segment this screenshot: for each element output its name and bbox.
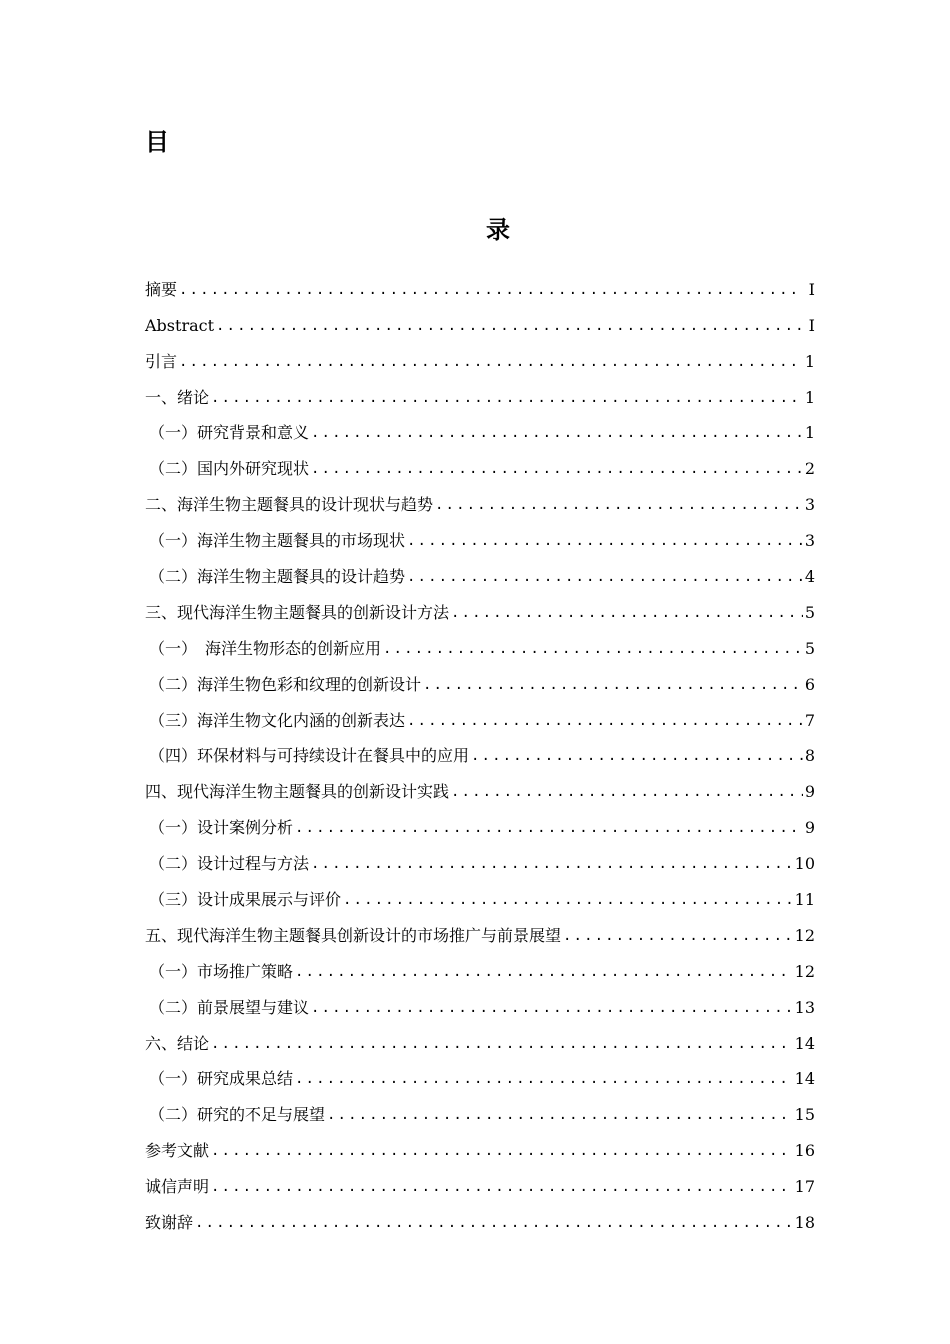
toc-entry-page-number: 8 bbox=[804, 746, 815, 766]
toc-entry-page-number: 13 bbox=[794, 997, 815, 1017]
toc-entry-page-number: 3 bbox=[804, 495, 815, 515]
toc-entry-label: （二）海洋生物色彩和纹理的创新设计 bbox=[149, 674, 422, 694]
toc-title-first-char: 目 bbox=[145, 128, 169, 156]
toc-entry-page-number: 9 bbox=[804, 782, 815, 802]
toc-entry[interactable] bbox=[145, 802, 815, 838]
toc-entry-page-number: 4 bbox=[804, 567, 815, 587]
toc-entry[interactable] bbox=[145, 515, 815, 551]
toc-entry-page-number: 9 bbox=[804, 818, 815, 838]
toc-entry-page-number: 14 bbox=[794, 1069, 815, 1089]
toc-leader-dots bbox=[195, 1213, 793, 1233]
toc-leader-dots bbox=[451, 782, 803, 802]
toc-entry-page-number: 16 bbox=[794, 1141, 815, 1161]
toc-entry-page-number: 1 bbox=[804, 423, 815, 443]
toc-entry[interactable] bbox=[145, 264, 815, 300]
toc-entry[interactable] bbox=[145, 372, 815, 408]
toc-entry-page-number: 6 bbox=[804, 674, 815, 694]
toc-entry-label: 五、现代海洋生物主题餐具创新设计的市场推广与前景展望 bbox=[145, 925, 562, 945]
toc-entry-label: （二）设计过程与方法 bbox=[149, 854, 310, 874]
toc-entry-page-number: 18 bbox=[794, 1213, 815, 1233]
toc-entry[interactable] bbox=[145, 766, 815, 802]
toc-leader-dots bbox=[295, 818, 803, 838]
toc-leader-dots bbox=[311, 854, 793, 874]
toc-entry-label: （二）研究的不足与展望 bbox=[149, 1105, 326, 1125]
toc-entry[interactable] bbox=[145, 408, 815, 444]
toc-leader-dots bbox=[423, 675, 803, 695]
toc-leader-dots bbox=[383, 639, 803, 659]
table-of-contents bbox=[145, 264, 815, 1233]
toc-leader-dots bbox=[211, 1177, 793, 1197]
toc-entry-page-number: 11 bbox=[794, 890, 815, 910]
toc-entry[interactable] bbox=[145, 946, 815, 982]
toc-leader-dots bbox=[311, 998, 793, 1018]
toc-entry[interactable] bbox=[145, 479, 815, 515]
toc-leader-dots bbox=[211, 388, 803, 408]
toc-leader-dots bbox=[471, 746, 803, 766]
toc-entry[interactable] bbox=[145, 587, 815, 623]
toc-entry-page-number: 2 bbox=[804, 459, 815, 479]
toc-entry-page-number: Ⅰ bbox=[808, 315, 815, 335]
toc-entry-label: （三）海洋生物文化内涵的创新表达 bbox=[149, 710, 406, 730]
toc-entry-page-number: 1 bbox=[804, 351, 815, 371]
toc-leader-dots bbox=[179, 280, 803, 300]
toc-entry-label: 引言 bbox=[145, 351, 178, 371]
toc-leader-dots bbox=[435, 495, 803, 515]
toc-entry[interactable] bbox=[145, 1161, 815, 1197]
toc-entry-label: 四、现代海洋生物主题餐具的创新设计实践 bbox=[145, 782, 450, 802]
toc-entry[interactable] bbox=[145, 731, 815, 767]
toc-leader-dots bbox=[327, 1105, 793, 1125]
toc-entry-label: 诚信声明 bbox=[145, 1177, 210, 1197]
toc-entry-page-number: 1 bbox=[804, 387, 815, 407]
toc-leader-dots bbox=[311, 423, 803, 443]
toc-leader-dots bbox=[407, 567, 803, 587]
toc-entry-label: 六、结论 bbox=[145, 1033, 210, 1053]
toc-entry-label: Abstract bbox=[145, 315, 215, 335]
toc-entry[interactable] bbox=[145, 1054, 815, 1090]
toc-entry[interactable] bbox=[145, 1018, 815, 1054]
toc-entry-label: （二）前景展望与建议 bbox=[149, 997, 310, 1017]
toc-entry-label: 摘要 bbox=[145, 279, 178, 299]
toc-entry[interactable] bbox=[145, 551, 815, 587]
toc-entry-label: （一）市场推广策略 bbox=[149, 961, 294, 981]
toc-entry-page-number: 7 bbox=[804, 710, 815, 730]
toc-entry-label: （四）环保材料与可持续设计在餐具中的应用 bbox=[149, 746, 470, 766]
toc-entry-label: （二）海洋生物主题餐具的设计趋势 bbox=[149, 567, 406, 587]
toc-leader-dots bbox=[343, 890, 793, 910]
toc-leader-dots bbox=[216, 316, 803, 336]
toc-entry-label: （一）设计案例分析 bbox=[149, 818, 294, 838]
toc-entry-label: （三）设计成果展示与评价 bbox=[149, 890, 342, 910]
toc-leader-dots bbox=[311, 459, 803, 479]
toc-entry-page-number: 17 bbox=[794, 1177, 815, 1197]
toc-entry[interactable] bbox=[145, 1089, 815, 1125]
toc-entry-label: 致谢辞 bbox=[145, 1213, 194, 1233]
toc-entry-label: 参考文献 bbox=[145, 1141, 210, 1161]
toc-entry-page-number: 5 bbox=[804, 602, 815, 622]
toc-entry-label: 一、绪论 bbox=[145, 387, 210, 407]
toc-leader-dots bbox=[295, 962, 793, 982]
toc-leader-dots bbox=[179, 352, 803, 372]
toc-entry[interactable] bbox=[145, 443, 815, 479]
toc-entry[interactable] bbox=[145, 910, 815, 946]
toc-entry-label: 二、海洋生物主题餐具的设计现状与趋势 bbox=[145, 495, 434, 515]
toc-entry[interactable] bbox=[145, 982, 815, 1018]
toc-entry-page-number: 5 bbox=[804, 638, 815, 658]
toc-entry-page-number: 10 bbox=[794, 854, 815, 874]
toc-entry-page-number: Ⅰ bbox=[808, 279, 815, 299]
toc-leader-dots bbox=[211, 1034, 793, 1054]
toc-leader-dots bbox=[563, 926, 793, 946]
toc-leader-dots bbox=[407, 531, 803, 551]
toc-entry-page-number: 3 bbox=[804, 531, 815, 551]
toc-entry[interactable] bbox=[145, 623, 815, 659]
toc-entry-label: （一）研究背景和意义 bbox=[149, 423, 310, 443]
toc-entry[interactable] bbox=[145, 659, 815, 695]
toc-title-second-char: 录 bbox=[486, 216, 510, 244]
toc-entry-label: （一）研究成果总结 bbox=[149, 1069, 294, 1089]
toc-entry-label: 三、现代海洋生物主题餐具的创新设计方法 bbox=[145, 602, 450, 622]
toc-entry-label: （一）海洋生物主题餐具的市场现状 bbox=[149, 531, 406, 551]
toc-leader-dots bbox=[451, 603, 803, 623]
toc-entry[interactable] bbox=[145, 838, 815, 874]
toc-entry[interactable] bbox=[145, 1125, 815, 1161]
toc-entry[interactable] bbox=[145, 874, 815, 910]
toc-entry[interactable] bbox=[145, 300, 815, 336]
toc-entry-label: （一） 海洋生物形态的创新应用 bbox=[149, 638, 382, 658]
toc-leader-dots bbox=[211, 1141, 793, 1161]
toc-entry-page-number: 12 bbox=[794, 925, 815, 945]
toc-leader-dots bbox=[407, 711, 803, 731]
toc-entry-page-number: 12 bbox=[794, 961, 815, 981]
toc-entry-page-number: 14 bbox=[794, 1033, 815, 1053]
toc-leader-dots bbox=[295, 1069, 793, 1089]
toc-entry[interactable] bbox=[145, 695, 815, 731]
toc-entry-page-number: 15 bbox=[794, 1105, 815, 1125]
toc-entry-label: （二）国内外研究现状 bbox=[149, 459, 310, 479]
toc-entry[interactable] bbox=[145, 1197, 815, 1233]
toc-entry[interactable] bbox=[145, 336, 815, 372]
